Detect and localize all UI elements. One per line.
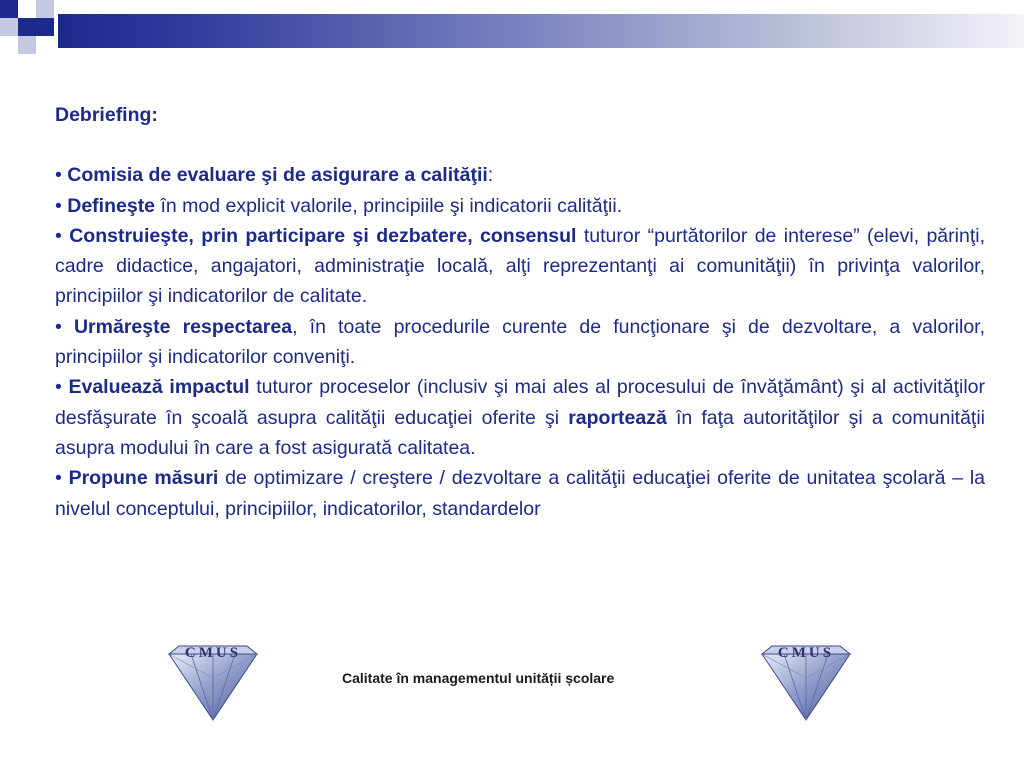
svg-text:CMUS: CMUS bbox=[184, 645, 242, 661]
header-gradient-strip bbox=[58, 14, 1024, 48]
cmus-logo-right bbox=[756, 642, 856, 722]
slide-content bbox=[55, 100, 985, 524]
bullet-paragraph: • Evaluează impactul tuturor proceselor (inclusiv şi mai ales al procesului de învăţământ) şi al activităţilor desfăşurate în şcoală asupra calităţii educaţiei oferite şi raportează în faţa autorităţilor şi a comunităţii asupra modului în care a fost asigurată calitatea. bbox=[55, 376, 986, 459]
deco-square bbox=[0, 18, 18, 36]
deco-square bbox=[36, 0, 54, 18]
bullet-paragraph: • Urmăreşte respectarea, în toate procedurile curente de funcţionare şi de dezvoltare, a valorilor, principiilor şi indicatorilor conveniţi. bbox=[55, 315, 985, 369]
deco-square bbox=[36, 18, 54, 36]
svg-text:CMUS: CMUS bbox=[777, 645, 835, 661]
deco-square bbox=[18, 18, 36, 36]
diamond-logo-icon bbox=[163, 642, 263, 722]
bullet-paragraph: • Propune măsuri de optimizare / creştere / dezvoltare a calităţii educaţiei oferite de unitatea şcolară – la nivelul conceptului, principiilor, indicatorilor, standardelor bbox=[55, 467, 986, 520]
deco-square bbox=[18, 36, 36, 54]
deco-square bbox=[36, 36, 54, 54]
deco-square bbox=[18, 0, 36, 18]
bullet-paragraph: • Comisia de evaluare şi de asigurare a calităţii: bbox=[55, 164, 494, 187]
bullet-paragraph: • Defineşte în mod explicit valorile, principiile şi indicatorii calităţii. bbox=[55, 194, 623, 217]
footer-title: Calitate în managementul unității școlare bbox=[342, 670, 615, 686]
deco-square bbox=[0, 0, 18, 18]
header-decoration bbox=[0, 0, 1024, 60]
slide-heading: Debriefing: bbox=[55, 104, 158, 126]
diamond-logo-icon bbox=[756, 642, 856, 722]
bullet-paragraph: • Construieşte, prin participare şi dezbatere, consensul tuturor “purtătorilor de interese” (elevi, părinţi, cadre didactice, angajatori, administraţie locală, alţi reprezentanţi ai comunităţii) în privinţa valorilor, principiilor şi indicatorilor de calitate. bbox=[55, 224, 985, 308]
cmus-logo-left bbox=[163, 642, 263, 722]
